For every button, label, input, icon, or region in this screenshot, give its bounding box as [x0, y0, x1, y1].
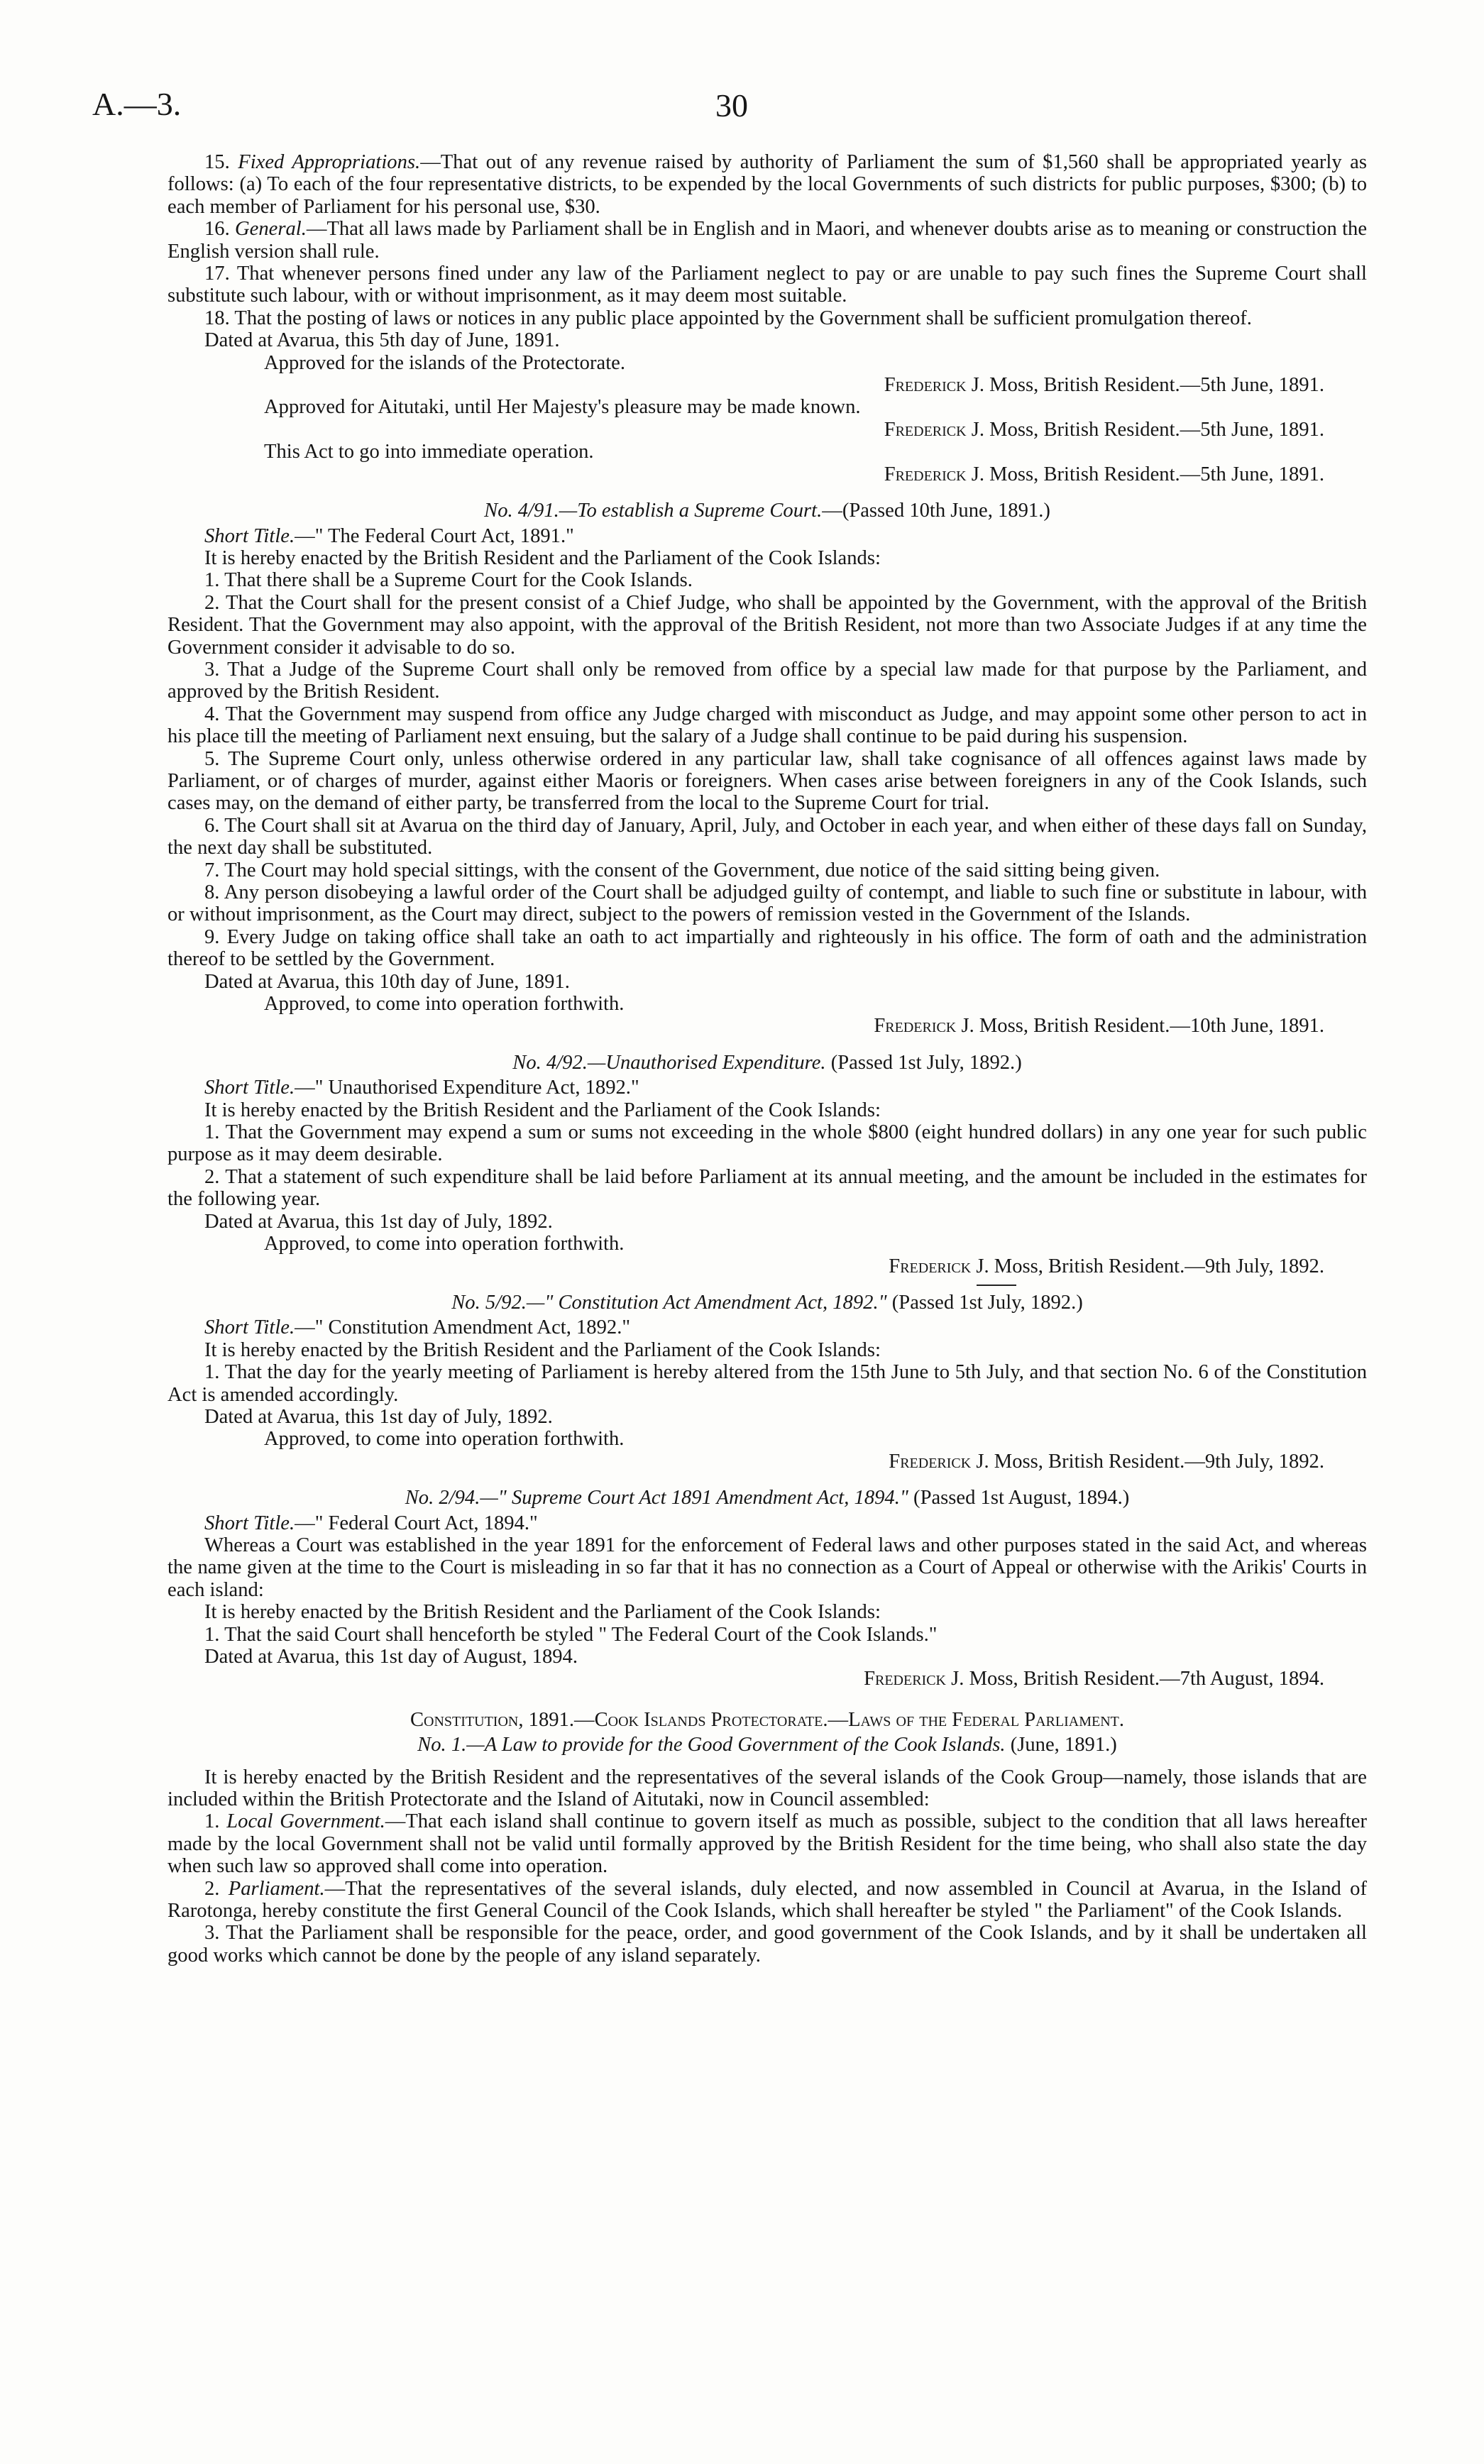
- approval-line: Approved for Aitutaki, until Her Majesty's pleasure may be made known.: [264, 396, 861, 419]
- signature-line: Frederick J. Moss, British Resident.—7th August, 1894.: [864, 1668, 1324, 1690]
- page-number: 30: [715, 87, 748, 123]
- act-title: No. 4/91.—To establish a Supreme Court.—(Passed 10th June, 1891.): [484, 500, 1050, 522]
- act-section: 2. That a statement of such expenditure shall be laid before Parliament at its annual meeting, and the amount be included in the estimates for the following year.: [167, 1165, 1367, 1211]
- act-section: 1. Local Government.—That each island shall continue to govern itself as much as possible, subject to the condition that all laws hereafter made by the local Government shall not be valid until formally approved by the British Resident for the time being, who shall also state the day when such law so approved shall come into operation.: [167, 1810, 1368, 1878]
- act-section: 2. Parliament.—That the representatives of the several islands, duly elected, and now assembled in Council at Avarua, in the Island of Rarotonga, hereby constitute the first General Council of the Cook Islands, which shall hereafter be styled " the Parliament" of the Cook Islands.: [167, 1877, 1367, 1923]
- document-reference: A.—3.: [92, 86, 182, 122]
- enacting-clause: It is hereby enacted by the British Resident and the Parliament of the Cook Islands:: [204, 1099, 881, 1121]
- dated-line: Dated at Avarua, this 10th day of June, 1891.: [204, 970, 570, 993]
- act-section: 7. The Court may hold special sittings, with the consent of the Government, due notice of the said sitting being given.: [204, 859, 1160, 881]
- signature-line: Frederick J. Moss, British Resident.—10th June, 1891.: [874, 1015, 1324, 1038]
- act-title: No. 2/94.—" Supreme Court Act 1891 Amendment Act, 1894." (Passed 1st August, 1894.): [405, 1487, 1130, 1509]
- approval-line: Approved, to come into operation forthwith.: [264, 1428, 625, 1451]
- section-17: 17. That whenever persons fined under any law of the Parliament neglect to pay or are unable to pay such fines the Supreme Court shall substitute such labour, with or without imprisonment, as it may deem most suitable.: [167, 263, 1367, 307]
- approval-line: Approved, to come into operation forthwith.: [264, 993, 625, 1016]
- page-content: [167, 151, 1367, 1967]
- section-heading: Constitution, 1891.—Cook Islands Protectorate.—Laws of the Federal Parliament.: [410, 1708, 1125, 1731]
- signature-line: Frederick J. Moss, British Resident.—5th June, 1891.: [884, 418, 1324, 441]
- enacting-clause: It is hereby enacted by the British Resident and the Parliament of the Cook Islands:: [204, 1338, 881, 1361]
- act-section: 8. Any person disobeying a lawful order of the Court shall be adjudged guilty of contempt, and liable to such fine or substitute in labour, with or without imprisonment, as the Court may direct, subject to the powers of remission vested in the Government of the Islands.: [167, 881, 1367, 926]
- preamble: It is hereby enacted by the British Resident and the representatives of the several islands of the Cook Group—namely, those islands that are included within the British Protectorate and the Island of Aitutaki, now in Council assembled:: [167, 1766, 1367, 1811]
- approval-line: Approved, to come into operation forthwith.: [264, 1233, 625, 1255]
- signature-line: Frederick J. Moss, British Resident.—9th July, 1892.: [889, 1255, 1324, 1277]
- act-title: No. 5/92.—" Constitution Act Amendment Act, 1892." (Passed 1st July, 1892.): [451, 1291, 1083, 1314]
- enacting-clause: It is hereby enacted by the British Resident and the Parliament of the Cook Islands:: [204, 1601, 881, 1624]
- section-15-text: —That out of any revenue raised by authority of Parliament the sum of $1,560 shall be appropriated yearly as follows: (a) To each of the four representative districts, to be expended by the local Governments of such districts for public purposes, $300; (b) to each member of Parliament for his personal use, $30.: [167, 151, 1368, 218]
- enacting-clause: It is hereby enacted by the British Resident and the Parliament of the Cook Islands:: [204, 546, 881, 569]
- act-section: 3. That the Parliament shall be responsible for the peace, order, and good government of the Cook Islands, and by it shall be undertaken all good works which cannot be done by the people of any island separately.: [167, 1922, 1367, 1967]
- approval-line: This Act to go into immediate operation.: [264, 441, 594, 463]
- section-16: 16. General.—That all laws made by Parliament shall be in English and in Maori, and whenever doubts arise as to meaning or construction the English version shall rule.: [167, 218, 1368, 263]
- act-title: No. 4/92.—Unauthorised Expenditure. (Passed 1st July, 1892.): [512, 1051, 1022, 1074]
- short-title: Short Title.—" Unauthorised Expenditure Act, 1892.": [204, 1077, 639, 1099]
- act-section: 5. The Supreme Court only, unless otherwise ordered in any particular law, shall take cognisance of all offences against laws made by Parliament, or of charges of murder, against either Maoris or foreigners. When cases arise between foreigners in any of the Cook Islands, such cases may, on the demand of either party, be transferred from the local to the Supreme Court for trial.: [167, 747, 1367, 815]
- short-title: Short Title.—" The Federal Court Act, 1891.": [204, 524, 574, 547]
- section-18: 18. That the posting of laws or notices in any public place appointed by the Government shall be sufficient promulgation thereof.: [204, 307, 1252, 329]
- section-16-label: General.: [235, 218, 307, 241]
- signature-line: Frederick J. Moss, British Resident.—5th June, 1891.: [884, 374, 1324, 397]
- act-section: 6. The Court shall sit at Avarua on the third day of January, April, July, and October in each year, and when either of these days fall on Sunday, the next day shall be substituted.: [167, 814, 1367, 859]
- act-section: 3. That a Judge of the Supreme Court shall only be removed from office by a special law made for that purpose by the Parliament, and approved by the British Resident.: [167, 658, 1367, 703]
- signature-line: Frederick J. Moss, British Resident.—9th July, 1892.: [889, 1450, 1324, 1473]
- whereas-clause: Whereas a Court was established in the year 1891 for the enforcement of Federal laws and other purposes stated in the said Act, and whereas the name given at the time to the Court is misleading in so far that it has no connection as a Court of Appeal or otherwise with the Arikis' Courts in each island:: [167, 1534, 1367, 1601]
- approval-line: Approved for the islands of the Protectorate.: [264, 351, 625, 374]
- section-15: 15. Fixed Appropriations.—That out of any revenue raised by authority of Parliament the sum of $1,560 shall be appropriated yearly as follows: (a) To each of the four representative districts, to be expended by the local Governments of such districts for public purposes, $300; (b) to each member of Parliament for his personal use, $30.: [167, 151, 1368, 218]
- act-section: 4. That the Government may suspend from office any Judge charged with misconduct as Judge, and may appoint some other person to act in his place till the meeting of Parliament next ensuing, but the salary of a Judge shall continue to be paid during his suspension.: [167, 703, 1367, 748]
- dated-line: Dated at Avarua, this 5th day of June, 1891.: [204, 329, 560, 352]
- signature-line: Frederick J. Moss, British Resident.—5th June, 1891.: [884, 463, 1324, 485]
- act-section: 9. Every Judge on taking office shall take an oath to act impartially and righteously in his office. The form of oath and the administration thereof to be settled by the Government.: [167, 925, 1367, 971]
- act-section: 1. That there shall be a Supreme Court for the Cook Islands.: [204, 569, 693, 592]
- section-divider: [977, 1285, 1016, 1286]
- short-title: Short Title.—" Federal Court Act, 1894.": [204, 1512, 538, 1534]
- act-section: 1. That the said Court shall henceforth be styled " The Federal Court of the Cook Islands.": [204, 1623, 938, 1646]
- dated-line: Dated at Avarua, this 1st day of August, 1894.: [204, 1646, 578, 1668]
- act-section: 2. That the Court shall for the present consist of a Chief Judge, who shall be appointed by the Government, with the approval of the British Resident. That the Government may also appoint, with the approval of the British Resident, not more than two Associate Judges if at any time the Government consider it advisable to do so.: [167, 591, 1367, 659]
- act-title: No. 1.—A Law to provide for the Good Government of the Cook Islands. (June, 1891.): [417, 1734, 1117, 1756]
- dated-line: Dated at Avarua, this 1st day of July, 1892.: [204, 1210, 553, 1233]
- short-title: Short Title.—" Constitution Amendment Act, 1892.": [204, 1316, 631, 1339]
- act-section: 1. That the Government may expend a sum or sums not exceeding in the whole $800 (eight hundred dollars) in any one year for such public purpose as it may deem desirable.: [167, 1121, 1367, 1166]
- section-16-text: —That all laws made by Parliament shall be in English and in Maori, and whenever doubts arise as to meaning or construction the English version shall rule.: [167, 218, 1368, 263]
- act-section: 1. That the day for the yearly meeting of Parliament is hereby altered from the 15th June to 5th July, and that section No. 6 of the Constitution Act is amended accordingly.: [167, 1361, 1367, 1406]
- section-15-label: Fixed Appropriations.: [238, 151, 421, 173]
- dated-line: Dated at Avarua, this 1st day of July, 1892.: [204, 1405, 553, 1428]
